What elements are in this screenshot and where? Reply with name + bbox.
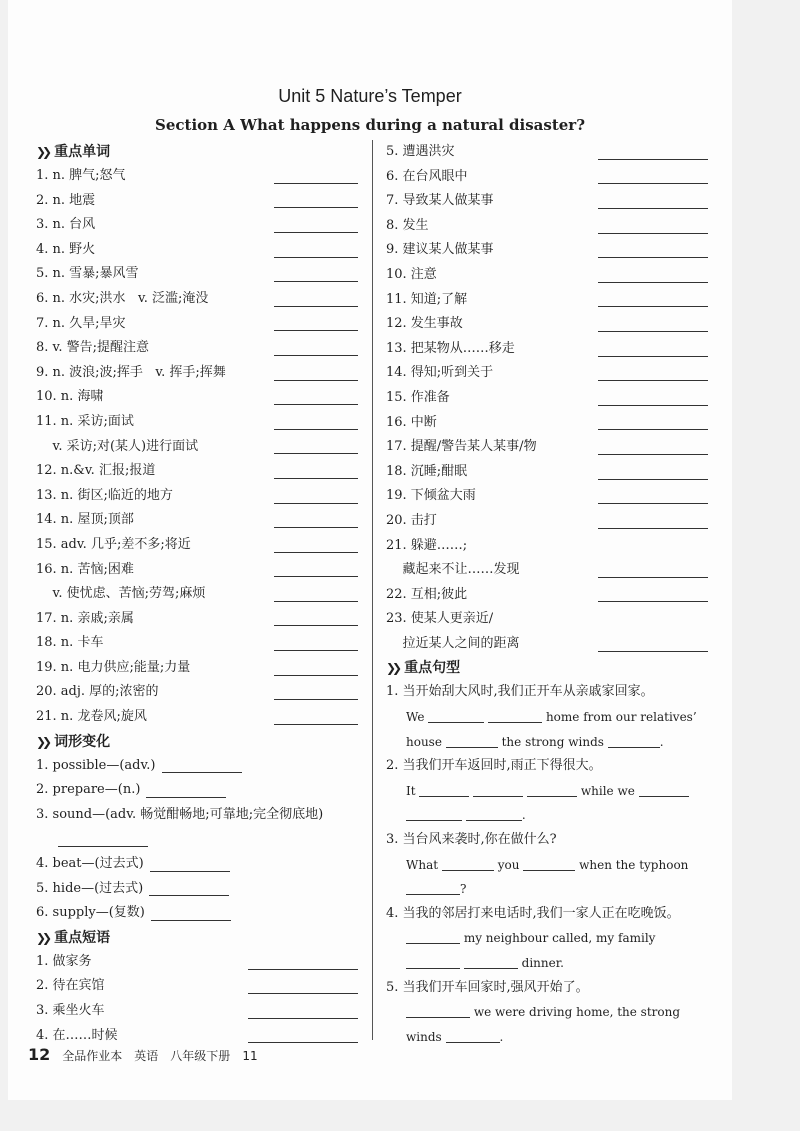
answer-blank[interactable]: [274, 710, 358, 725]
vocab-item-label: 8. v. 警告;提醒注意: [36, 340, 149, 356]
sentence-prompt: 3. 当台风来袭时,你在做什么?: [386, 832, 557, 848]
vocab-item-label: 1. n. 脾气;怒气: [36, 168, 126, 183]
form-item-label: 1. possible—(adv.): [36, 757, 156, 773]
page-number: 12: [28, 1045, 51, 1064]
forms-heading: ❯❯ 词形变化: [36, 730, 358, 754]
phrase-item-label: 6. 在台风眼中: [386, 168, 468, 184]
answer-blank[interactable]: [428, 710, 484, 723]
vocab-item-label: 14. n. 屋顶;顶部: [36, 512, 134, 528]
vocab-item-label: 19. n. 电力供应;能量;力量: [36, 659, 191, 675]
vocab-item-label: 9. n. 波浪;波;挥手 v. 挥手;挥舞: [36, 364, 226, 380]
answer-blank[interactable]: [527, 784, 577, 797]
phrase-item-label: 21. 躲避……;: [386, 537, 468, 553]
form-item-label: 3. sound—(adv. 畅觉酣畅地;可靠地;完全彻底地): [36, 806, 324, 822]
vocab-item: [36, 558, 358, 583]
vocab-item: [36, 262, 358, 287]
phrase-item-label: 12. 发生事故: [386, 316, 463, 332]
answer-blank[interactable]: [406, 882, 460, 895]
phrase-item-label: 7. 导致某人做某事: [386, 193, 494, 209]
phrase-item-label: 14. 得知;听到关于: [386, 365, 494, 381]
answer-blank[interactable]: [274, 513, 358, 528]
form-item: [36, 754, 358, 779]
vocab-item: [36, 705, 358, 730]
answer-blank[interactable]: [146, 783, 226, 798]
form-item-continuation: [36, 827, 358, 852]
phrase-item-label: 22. 互相;彼此: [386, 586, 468, 602]
phrase-item: [386, 460, 708, 485]
form-item-label: 4. beat—(过去式): [36, 856, 144, 872]
answer-blank[interactable]: [598, 292, 708, 307]
phrase-item: [386, 534, 708, 559]
sentence-line: my neighbour called, my family: [386, 926, 708, 951]
phrase-item: [36, 974, 358, 999]
phrase-item: [386, 189, 708, 214]
vocab-item: [36, 164, 358, 189]
vocab-item-label: 11. n. 采访;面试: [36, 413, 134, 429]
form-item-label: 5. hide—(过去式): [36, 880, 144, 896]
vocab-item-label: 2. n. 地震: [36, 192, 96, 208]
answer-blank[interactable]: [598, 317, 708, 332]
vocab-item-label: 16. n. 苦恼;困难: [36, 561, 134, 577]
answer-blank[interactable]: [598, 440, 708, 455]
answer-blank[interactable]: [598, 587, 708, 602]
answer-blank[interactable]: [608, 735, 660, 748]
answer-blank[interactable]: [473, 784, 523, 797]
phrase-item-label: 20. 击打: [386, 512, 437, 528]
answer-blank[interactable]: [274, 489, 358, 504]
vocab-item: [36, 312, 358, 337]
answer-blank[interactable]: [598, 563, 708, 578]
subject-name: 英语: [134, 1049, 159, 1063]
unit-title: Unit 5 Nature’s Temper: [278, 86, 462, 106]
sentence-line: dinner.: [386, 951, 708, 976]
vocab-item-label: v. 使忧虑、苦恼;劳驾;麻烦: [36, 586, 206, 602]
sentence-line: It while we: [386, 779, 708, 804]
phrases-heading: ❯❯ 重点短语: [36, 926, 358, 950]
vocab-item: [36, 189, 358, 214]
phrase-item-label: 15. 作准备: [386, 389, 450, 405]
phrase-item-label: 19. 下倾盆大雨: [386, 488, 476, 504]
phrase-item: [386, 386, 708, 411]
answer-blank[interactable]: [598, 637, 708, 652]
answer-blank[interactable]: [523, 858, 575, 871]
phrase-item: [386, 435, 708, 460]
phrase-item: [386, 607, 708, 632]
grade-name: 八年级下册: [170, 1049, 231, 1063]
phrase-item-label: 拉近某人之间的距离: [386, 635, 520, 651]
answer-blank[interactable]: [274, 292, 358, 307]
section-title: Section A What happens during a natural disaster?: [155, 116, 585, 134]
vocab-item: [36, 607, 358, 632]
answer-blank[interactable]: [598, 194, 708, 209]
phrase-item-label: 2. 待在宾馆: [36, 978, 105, 994]
answer-blank[interactable]: [274, 636, 358, 651]
phrase-item: [386, 583, 708, 608]
answer-blank[interactable]: [274, 562, 358, 577]
phrase-item: [386, 509, 708, 534]
page-footer: [28, 1045, 258, 1064]
answer-blank[interactable]: [274, 366, 358, 381]
vocab-item-label: 12. n.&v. 汇报;报道: [36, 463, 156, 479]
phrase-item: [386, 484, 708, 509]
phrase-item-label: 1. 做家务: [36, 953, 92, 969]
answer-blank[interactable]: [406, 931, 460, 944]
phrase-item: [386, 165, 708, 190]
phrase-item-label: 16. 中断: [386, 414, 437, 430]
sentence-prompt: 5. 当我们开车回家时,强风开始了。: [386, 979, 589, 995]
phrase-item-label: 4. 在……时候: [36, 1027, 118, 1043]
answer-blank[interactable]: [274, 218, 358, 233]
vocab-item: [36, 410, 358, 435]
answer-blank[interactable]: [488, 710, 542, 723]
vocab-item: [36, 336, 358, 361]
answer-blank[interactable]: [151, 906, 231, 921]
answer-blank[interactable]: [162, 758, 242, 773]
phrase-item: [386, 632, 708, 657]
sentence-prompt: 1. 当开始刮大风时,我们正开车从亲戚家回家。: [386, 684, 654, 700]
answer-blank[interactable]: [274, 661, 358, 676]
vocab-item-label: 3. n. 台风: [36, 217, 96, 233]
vocab-item-label: 5. n. 雪暴;暴风雪: [36, 266, 139, 282]
answer-blank[interactable]: [248, 979, 358, 994]
answer-blank[interactable]: [274, 587, 358, 602]
vocab-item-label: 4. n. 野火: [36, 241, 96, 257]
phrase-item-label: 9. 建议某人做某事: [386, 242, 494, 258]
vocab-item-label: 17. n. 亲戚;亲属: [36, 610, 134, 626]
vocab-item: [36, 238, 358, 263]
answer-blank[interactable]: [274, 341, 358, 356]
answer-blank[interactable]: [274, 439, 358, 454]
answer-blank[interactable]: [274, 316, 358, 331]
double-chevron-icon: ❯❯: [36, 734, 49, 749]
answer-blank[interactable]: [149, 881, 229, 896]
vocab-item: [36, 361, 358, 386]
answer-blank[interactable]: [464, 956, 518, 969]
footer-code: 11: [242, 1049, 258, 1063]
answer-blank[interactable]: [639, 784, 689, 797]
answer-blank[interactable]: [446, 735, 498, 748]
vocab-item-label: 13. n. 街区;临近的地方: [36, 487, 173, 503]
vocab-item: [36, 287, 358, 312]
answer-blank[interactable]: [419, 784, 469, 797]
vocab-item: [36, 213, 358, 238]
answer-blank[interactable]: [274, 267, 358, 282]
sentence-line: winds .: [406, 1029, 504, 1044]
vocab-item: [36, 582, 358, 607]
vocab-item-label: 6. n. 水灾;洪水 v. 泛滥;淹没: [36, 290, 209, 306]
answer-blank[interactable]: [598, 514, 708, 529]
vocab-item: [36, 508, 358, 533]
form-item-label: 6. supply—(复数): [36, 905, 145, 921]
answer-blank[interactable]: [274, 611, 358, 626]
phrase-item-label: 23. 使某人更亲近/: [386, 611, 494, 627]
form-item: [36, 877, 358, 902]
double-chevron-icon: ❯❯: [386, 661, 399, 676]
vocab-item: [36, 631, 358, 656]
phrase-item: [386, 361, 708, 386]
answer-blank[interactable]: [274, 193, 358, 208]
vocab-item: [36, 484, 358, 509]
answer-blank[interactable]: [58, 832, 148, 847]
answer-blank[interactable]: [598, 415, 708, 430]
answer-blank[interactable]: [598, 169, 708, 184]
answer-blank[interactable]: [598, 465, 708, 480]
phrase-item-label: 5. 遭遇洪灾: [386, 144, 455, 159]
answer-blank[interactable]: [442, 858, 494, 871]
vocab-item: [36, 656, 358, 681]
double-chevron-icon: ❯❯: [36, 145, 49, 159]
phrase-item: [36, 999, 358, 1024]
vocab-heading: ❯❯ 重点单词: [36, 140, 358, 164]
right-column: [386, 140, 708, 1049]
column-divider: [372, 140, 373, 1040]
form-item: [36, 803, 358, 828]
phrase-item: [386, 214, 708, 239]
vocab-item: [36, 680, 358, 705]
sentence-line: What you when the typhoon: [406, 857, 689, 872]
vocab-item-label: 10. n. 海啸: [36, 389, 104, 405]
phrase-item-label: 17. 提醒/警告某人某事/物: [386, 439, 537, 455]
answer-blank[interactable]: [598, 219, 708, 234]
sentence-line: house the strong winds .: [406, 734, 664, 749]
answer-blank[interactable]: [406, 1005, 470, 1018]
vocab-item-label: 20. adj. 厚的;浓密的: [36, 684, 159, 700]
answer-blank[interactable]: [598, 489, 708, 504]
answer-blank[interactable]: [466, 808, 522, 821]
vocab-item-label: v. 采访;对(某人)进行面试: [36, 438, 199, 454]
vocab-item-label: 15. adv. 几乎;差不多;将近: [36, 536, 191, 552]
answer-blank[interactable]: [274, 390, 358, 405]
phrase-item-label: 10. 注意: [386, 266, 437, 282]
answer-blank[interactable]: [150, 857, 230, 872]
answer-blank[interactable]: [598, 366, 708, 381]
vocab-item-label: 21. n. 龙卷风;旋风: [36, 709, 147, 725]
phrase-item: [386, 337, 708, 362]
answer-blank[interactable]: [598, 342, 708, 357]
vocab-item-label: 18. n. 卡车: [36, 635, 104, 651]
answer-blank[interactable]: [274, 243, 358, 258]
phrase-item: [36, 950, 358, 975]
answer-blank[interactable]: [274, 169, 358, 184]
answer-blank[interactable]: [598, 145, 708, 160]
phrase-item: [386, 238, 708, 263]
phrase-item-label: 藏起来不让……发现: [386, 562, 520, 578]
phrase-item-label: 3. 乘坐火车: [36, 1003, 105, 1018]
form-item-label: 2. prepare—(n.): [36, 782, 141, 798]
vocab-item-label: 7. n. 久旱;旱灾: [36, 315, 126, 331]
answer-blank[interactable]: [274, 464, 358, 479]
vocab-item: [36, 385, 358, 410]
sentence-line: We home from our relatives’: [406, 710, 697, 725]
answer-blank[interactable]: [274, 415, 358, 430]
sentence-exercises: [386, 680, 708, 1049]
left-column: [36, 140, 358, 1048]
book-name: 全品作业本: [62, 1049, 123, 1063]
phrase-item-label: 13. 把某物从……移走: [386, 340, 515, 356]
form-item: [36, 852, 358, 877]
sentence-prompt: 4. 当我的邻居打来电话时,我们一家人正在吃晚饭。: [386, 905, 680, 921]
answer-blank[interactable]: [406, 808, 462, 821]
answer-blank[interactable]: [598, 268, 708, 283]
form-item: [36, 778, 358, 803]
answer-blank[interactable]: [248, 1028, 358, 1043]
phrase-item: [386, 288, 708, 313]
sentence-line: .: [386, 803, 708, 828]
double-chevron-icon: ❯❯: [36, 930, 49, 945]
phrase-item-label: 18. 沉睡;酣眠: [386, 463, 468, 479]
phrase-item: [386, 411, 708, 436]
answer-blank[interactable]: [274, 685, 358, 700]
answer-blank[interactable]: [446, 1030, 500, 1043]
phrase-item-label: 11. 知道;了解: [386, 291, 468, 307]
phrase-item: [386, 558, 708, 583]
form-item: [36, 901, 358, 926]
phrase-item: [386, 312, 708, 337]
sentence-prompt: 2. 当我们开车返回时,雨正下得很大。: [386, 758, 602, 774]
answer-blank[interactable]: [598, 243, 708, 258]
vocab-item: [36, 435, 358, 460]
vocab-item: [36, 459, 358, 484]
sentence-line: ?: [386, 877, 708, 902]
phrase-item: [386, 263, 708, 288]
sentences-heading: ❯❯ 重点句型: [386, 656, 708, 680]
phrase-item-label: 8. 发生: [386, 217, 429, 233]
sentence-line: we were driving home, the strong: [386, 1000, 708, 1025]
phrase-item: [386, 140, 708, 165]
answer-blank[interactable]: [406, 956, 460, 969]
answer-blank[interactable]: [598, 391, 708, 406]
answer-blank[interactable]: [248, 955, 358, 970]
vocab-item: [36, 533, 358, 558]
answer-blank[interactable]: [274, 538, 358, 553]
answer-blank[interactable]: [248, 1004, 358, 1019]
